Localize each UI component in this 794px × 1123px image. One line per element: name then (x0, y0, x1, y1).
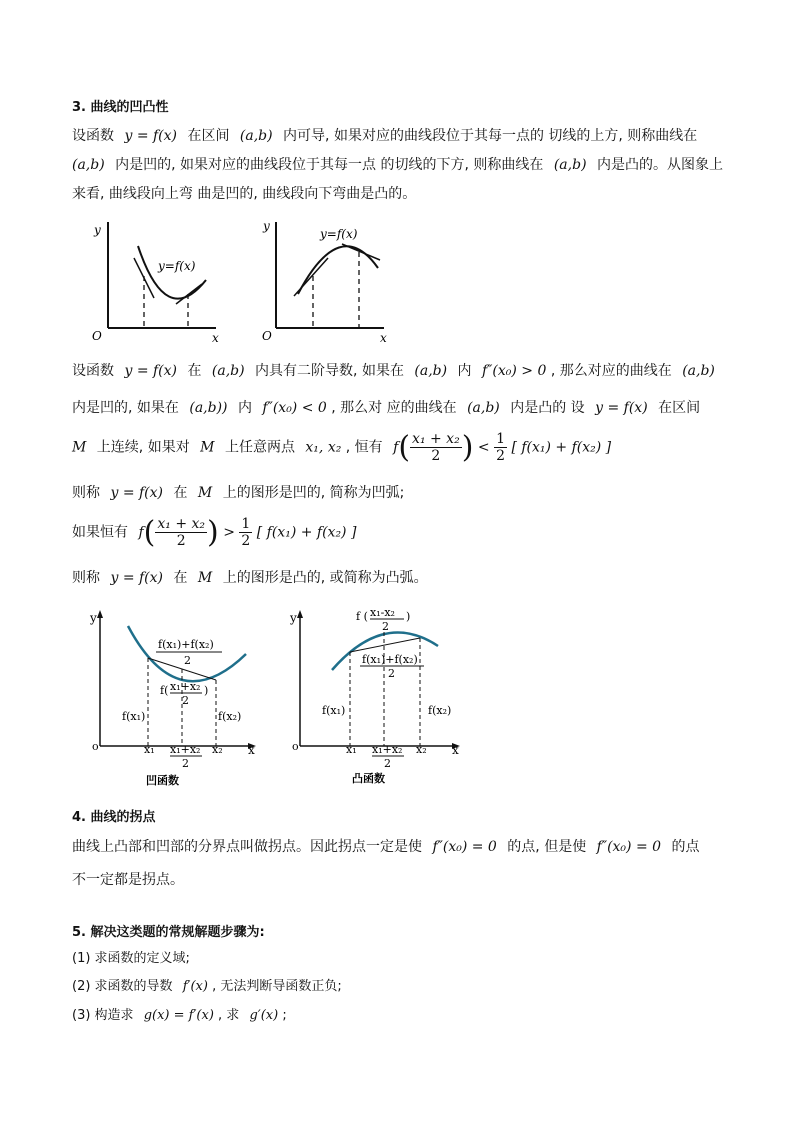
paragraph-line: 不一定都是拐点。 (72, 872, 184, 888)
math: f″(x₀) < 0 (262, 400, 327, 416)
text: 曲线上凸部和凹部的分界点叫做拐点。因此拐点一定是使 (72, 839, 422, 855)
step-2 (72, 975, 342, 994)
arrow (297, 610, 303, 618)
math: (a,b) (72, 157, 105, 173)
text: 上任意两点 (224, 439, 295, 456)
paragraph-line (72, 567, 428, 587)
math: [ f(x₁) + f(x₂) ] (511, 439, 612, 456)
text: 在 (187, 363, 202, 379)
label: 2 (184, 654, 191, 667)
fraction: $\frac{1}{2}$ (241, 516, 251, 549)
text: 上的图形是凸的, 或简称为凸弧。 (222, 570, 428, 586)
text: (3) 构造求 (72, 1008, 134, 1023)
math: (a,b)) (189, 400, 228, 416)
text: 在区间 (187, 128, 230, 144)
text: 内是凹的, 如果对应的曲线段位于其每一点 的切线的下方, 则称曲线在 (115, 157, 544, 173)
math: f″(x₀) = 0 (432, 839, 497, 855)
math: y = f(x) (110, 485, 163, 501)
text: 在 (173, 485, 188, 501)
axis-label-y: y (90, 611, 97, 625)
arrow (97, 610, 103, 618)
fraction: $\frac{\text{x₁ + x₂}}{2}$ (412, 431, 460, 464)
math: > (223, 524, 235, 541)
text: , 求 (218, 1008, 240, 1023)
text: 内 (237, 400, 252, 416)
label: 2 (384, 757, 391, 770)
axis-label-y: y (94, 223, 101, 237)
math: (a,b) (467, 400, 500, 416)
math: (a,b) (211, 363, 245, 379)
paragraph-line (72, 125, 697, 145)
math: f″(x₀) = 0 (596, 839, 662, 855)
text: 设函数 (72, 363, 114, 379)
axis-label-x: x (380, 331, 387, 345)
math: [ f(x₁) + f(x₂) ] (256, 524, 357, 541)
math: M (200, 439, 215, 456)
math: (a,b) (682, 363, 715, 379)
origin-label: o (92, 740, 99, 753)
text: 则称 (72, 570, 100, 586)
math: f (393, 439, 399, 456)
tangent-line (176, 284, 202, 304)
text: 如果恒有 (72, 524, 128, 541)
text: 内是凸的。从图象上 (596, 157, 723, 173)
section3-heading: 3. 曲线的凹凸性 (72, 100, 169, 115)
fraction: $\frac{1}{2}$ (496, 431, 505, 464)
figure-tangent-curves (88, 218, 408, 348)
axis-label-x: x (212, 331, 219, 345)
curve-label: y=f(x) (158, 259, 196, 273)
math: f (138, 524, 144, 541)
math: (a,b) (414, 363, 448, 379)
paragraph-line: 来看, 曲线段向上弯 曲是凹的, 曲线段向下弯曲是凸的。 (72, 186, 417, 202)
section5-heading: 5. 解决这类题的常规解题步骤为: (72, 925, 265, 940)
math: M (72, 439, 87, 456)
label: f(x₂) (218, 710, 242, 723)
text: 的点 (671, 839, 700, 855)
step-1: (1) 求函数的定义域; (72, 951, 190, 966)
text: 上的图形是凹的, 简称为凹弧; (222, 485, 405, 501)
math: y = f(x) (110, 570, 163, 586)
origin-label: o (292, 740, 299, 753)
axis-label-x: x (248, 743, 255, 757)
step-3 (72, 1004, 287, 1023)
text: 内是凹的, 如果在 (72, 400, 179, 416)
paragraph-line (72, 482, 404, 502)
tangent-line (342, 244, 380, 260)
tangent-line (294, 258, 328, 296)
axis-label-x: x (452, 743, 459, 757)
math: (a,b) (239, 128, 273, 144)
math: y = f(x) (595, 400, 648, 416)
label: f(x₂) (428, 704, 452, 717)
text: ; (282, 1008, 287, 1023)
text: 则称 (72, 485, 100, 501)
label: f(x₁) (322, 704, 346, 717)
paragraph-line (72, 154, 723, 174)
paragraph-line (72, 360, 715, 380)
text: , 那么对应的曲线在 (550, 363, 672, 379)
text: 内具有二阶导数, 如果在 (255, 363, 404, 379)
math: y = f(x) (124, 363, 177, 379)
label: x₁ (346, 743, 357, 756)
label: 2 (182, 694, 189, 707)
paragraph-line (72, 397, 700, 417)
label: f(x₁)+f(x₂) (362, 653, 418, 666)
label: 2 (388, 667, 395, 680)
math: x₁, x₂ (305, 439, 342, 456)
math: f′(x) (182, 979, 208, 994)
axis-label-y: y (290, 611, 297, 625)
label: 2 (382, 620, 389, 633)
paragraph-line: 如果恒有 f( $\frac{\text{x₁ + x₂}}{2}$ ) > $\frac{1}{2}$ [ f(x₁) + f(x₂) ] (72, 515, 357, 550)
text: (2) 求函数的导数 (72, 979, 173, 994)
text: 内 (457, 363, 472, 379)
math: y = f(x) (124, 128, 177, 144)
text: 在 (173, 570, 188, 586)
label: ) (406, 610, 411, 623)
text: 设函数 (72, 128, 114, 144)
text: , 那么对 应的曲线在 (331, 400, 457, 416)
math: g(x) = f′(x) (143, 1008, 214, 1023)
label: ) (204, 684, 209, 697)
paragraph-line (72, 836, 700, 856)
text: , 无法判断导函数正负; (212, 979, 342, 994)
math: (a,b) (553, 157, 587, 173)
text: 内可导, 如果对应的曲线段位于其每一点的 切线的上方, 则称曲线在 (283, 128, 698, 144)
figure-caption: 凹函数 (146, 774, 179, 787)
math: g′(x) (249, 1008, 279, 1023)
math: M (197, 485, 213, 501)
fraction: $\frac{\text{x₁ + x₂}}{2}$ (157, 516, 206, 549)
label: f(x₁)+f(x₂) (158, 638, 214, 651)
label: f ( (356, 610, 368, 623)
figure-caption: 凸函数 (352, 772, 385, 785)
text: , 恒有 (345, 439, 383, 456)
figure-chord-curves (86, 602, 476, 792)
paragraph-line: M 上连续, 如果对 M 上任意两点 x₁, x₂ , 恒有 f( $\frac{\text{x₁ + x₂}}{2}$ ) < $\frac{1}{2}$ [ f(x₁) + f(x₂) ] (72, 430, 612, 465)
math: M (197, 570, 213, 586)
label: x₁ (144, 743, 155, 756)
text: 内是凸的 设 (510, 400, 585, 416)
axis-label-y: y (263, 219, 270, 233)
label: x₂ (212, 743, 223, 756)
label: x₁+x₂ (170, 680, 201, 693)
section4-heading: 4. 曲线的拐点 (72, 810, 156, 825)
label: x₁+x₂ (372, 743, 403, 756)
label: 2 (182, 757, 189, 770)
label: x₁-x₂ (370, 606, 395, 619)
origin-label: O (262, 329, 272, 343)
label: f( (160, 684, 169, 697)
origin-label: O (92, 329, 102, 343)
math: < (477, 439, 490, 456)
curve-label: y=f(x) (320, 227, 358, 241)
text: 在区间 (658, 400, 701, 416)
label: x₂ (416, 743, 427, 756)
text: 的点, 但是使 (507, 839, 587, 855)
label: f(x₁) (122, 710, 146, 723)
math: f″(x₀) > 0 (482, 363, 547, 379)
label: x₁+x₂ (170, 743, 201, 756)
text: 上连续, 如果对 (96, 439, 190, 456)
